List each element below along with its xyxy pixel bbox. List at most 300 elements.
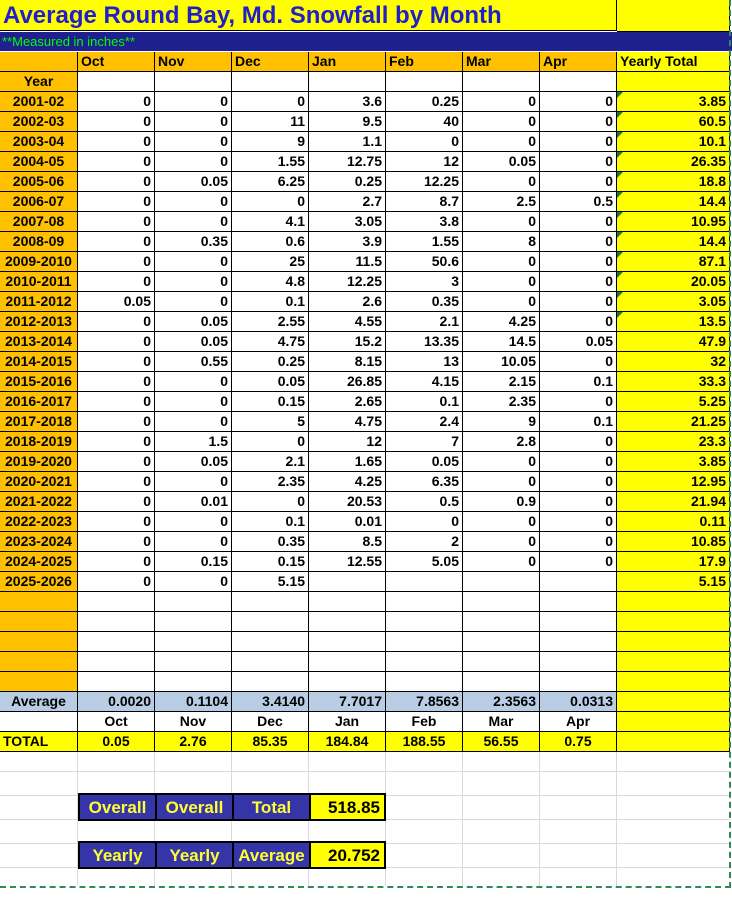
yearly-value[interactable]: 20.752 <box>309 841 386 869</box>
row-yearly-total[interactable]: 14.4 <box>617 192 730 212</box>
row-year[interactable]: 2001-02 <box>0 92 78 112</box>
blank-cell[interactable] <box>78 592 155 612</box>
snowfall-cell[interactable]: 0.1 <box>540 412 617 432</box>
snowfall-cell[interactable]: 8 <box>463 232 540 252</box>
snowfall-cell[interactable]: 2.55 <box>232 312 309 332</box>
blank-year-cell[interactable] <box>0 612 78 632</box>
row-yearly-total[interactable]: 5.15 <box>617 572 730 592</box>
snowfall-cell[interactable]: 50.6 <box>386 252 463 272</box>
header-month-nov[interactable]: Nov <box>155 52 232 72</box>
snowfall-cell[interactable]: 2.65 <box>309 392 386 412</box>
overall-label-0[interactable]: Overall <box>78 793 157 821</box>
snowfall-cell[interactable]: 0 <box>78 92 155 112</box>
row-yearly-total[interactable]: 60.5 <box>617 112 730 132</box>
snowfall-cell[interactable]: 12 <box>309 432 386 452</box>
snowfall-cell[interactable]: 0.35 <box>232 532 309 552</box>
row-year[interactable]: 2005-06 <box>0 172 78 192</box>
snowfall-cell[interactable]: 0.35 <box>386 292 463 312</box>
snowfall-cell[interactable]: 3.9 <box>309 232 386 252</box>
snowfall-cell[interactable]: 0.25 <box>232 352 309 372</box>
row-year[interactable]: 2020-2021 <box>0 472 78 492</box>
row-yearly-total[interactable]: 33.3 <box>617 372 730 392</box>
snowfall-cell[interactable]: 0 <box>540 512 617 532</box>
footer-month-label[interactable]: Mar <box>463 712 540 732</box>
snowfall-cell[interactable]: 0.9 <box>463 492 540 512</box>
snowfall-cell[interactable]: 0 <box>463 212 540 232</box>
blank-cell[interactable] <box>463 72 540 92</box>
row-yearly-total[interactable]: 20.05 <box>617 272 730 292</box>
snowfall-cell[interactable]: 0.1 <box>232 512 309 532</box>
snowfall-cell[interactable]: 2.15 <box>463 372 540 392</box>
snowfall-cell[interactable]: 13.35 <box>386 332 463 352</box>
average-cell[interactable]: 0.0020 <box>78 692 155 712</box>
snowfall-cell[interactable]: 0 <box>78 452 155 472</box>
row-year[interactable]: 2019-2020 <box>0 452 78 472</box>
snowfall-cell[interactable]: 0 <box>540 232 617 252</box>
row-year[interactable]: 2004-05 <box>0 152 78 172</box>
snowfall-cell[interactable]: 0.05 <box>78 292 155 312</box>
snowfall-cell[interactable]: 13 <box>386 352 463 372</box>
row-yearly-total[interactable]: 17.9 <box>617 552 730 572</box>
snowfall-cell[interactable]: 0 <box>155 152 232 172</box>
snowfall-cell[interactable]: 0 <box>232 92 309 112</box>
average-cell[interactable]: 0.0313 <box>540 692 617 712</box>
row-yearly-total[interactable]: 26.35 <box>617 152 730 172</box>
row-yearly-total[interactable]: 3.05 <box>617 292 730 312</box>
snowfall-cell[interactable]: 2.6 <box>309 292 386 312</box>
blank-cell[interactable] <box>540 652 617 672</box>
snowfall-cell[interactable]: 3.6 <box>309 92 386 112</box>
snowfall-cell[interactable]: 0 <box>463 172 540 192</box>
row-year[interactable]: 2009-2010 <box>0 252 78 272</box>
snowfall-cell[interactable]: 0.6 <box>232 232 309 252</box>
snowfall-cell[interactable]: 0.1 <box>232 292 309 312</box>
snowfall-cell[interactable]: 0 <box>540 552 617 572</box>
snowfall-cell[interactable]: 1.1 <box>309 132 386 152</box>
snowfall-cell[interactable]: 4.55 <box>309 312 386 332</box>
blank-cell[interactable] <box>309 72 386 92</box>
row-year[interactable]: 2003-04 <box>0 132 78 152</box>
snowfall-cell[interactable]: 0 <box>78 552 155 572</box>
snowfall-cell[interactable]: 3.8 <box>386 212 463 232</box>
snowfall-cell[interactable]: 0 <box>386 512 463 532</box>
snowfall-cell[interactable]: 0.05 <box>155 172 232 192</box>
snowfall-cell[interactable]: 40 <box>386 112 463 132</box>
title-right-cell[interactable] <box>617 0 730 32</box>
row-year[interactable]: 2017-2018 <box>0 412 78 432</box>
snowfall-cell[interactable]: 0 <box>463 112 540 132</box>
row-year[interactable]: 2021-2022 <box>0 492 78 512</box>
snowfall-cell[interactable]: 0 <box>540 172 617 192</box>
snowfall-cell[interactable]: 0 <box>155 572 232 592</box>
blank-cell[interactable] <box>155 632 232 652</box>
snowfall-cell[interactable]: 0 <box>540 432 617 452</box>
month-total-cell[interactable]: 0.75 <box>540 732 617 752</box>
snowfall-cell[interactable]: 0 <box>463 272 540 292</box>
snowfall-cell[interactable]: 25 <box>232 252 309 272</box>
snowfall-cell[interactable]: 0 <box>78 332 155 352</box>
snowfall-cell[interactable]: 0.05 <box>386 452 463 472</box>
blank-cell[interactable] <box>309 672 386 692</box>
blank-cell[interactable] <box>463 652 540 672</box>
snowfall-cell[interactable]: 0 <box>540 92 617 112</box>
total-blank-cell[interactable] <box>617 672 730 692</box>
blank-cell[interactable] <box>386 612 463 632</box>
yearly-label-1[interactable]: Yearly <box>155 841 234 869</box>
row-yearly-total[interactable]: 5.25 <box>617 392 730 412</box>
month-total-cell[interactable]: 56.55 <box>463 732 540 752</box>
snowfall-cell[interactable] <box>386 572 463 592</box>
snowfall-cell[interactable]: 0.15 <box>232 392 309 412</box>
snowfall-cell[interactable]: 12.75 <box>309 152 386 172</box>
snowfall-cell[interactable]: 0.05 <box>155 312 232 332</box>
snowfall-cell[interactable]: 0.1 <box>386 392 463 412</box>
snowfall-cell[interactable]: 8.7 <box>386 192 463 212</box>
snowfall-cell[interactable]: 1.5 <box>155 432 232 452</box>
total-blank-cell[interactable] <box>617 72 730 92</box>
total-blank-cell[interactable] <box>617 632 730 652</box>
blank-year-cell[interactable] <box>0 672 78 692</box>
snowfall-cell[interactable]: 0 <box>463 132 540 152</box>
row-yearly-total[interactable]: 32 <box>617 352 730 372</box>
snowfall-cell[interactable]: 0 <box>78 492 155 512</box>
header-month-mar[interactable]: Mar <box>463 52 540 72</box>
snowfall-cell[interactable]: 0 <box>540 352 617 372</box>
blank-cell[interactable] <box>78 632 155 652</box>
snowfall-cell[interactable] <box>463 572 540 592</box>
blank-cell[interactable] <box>232 612 309 632</box>
snowfall-cell[interactable]: 0.05 <box>155 332 232 352</box>
snowfall-cell[interactable]: 0 <box>155 392 232 412</box>
overall-value[interactable]: 518.85 <box>309 793 386 821</box>
snowfall-cell[interactable]: 14.5 <box>463 332 540 352</box>
snowfall-cell[interactable]: 1.55 <box>386 232 463 252</box>
snowfall-cell[interactable]: 9.5 <box>309 112 386 132</box>
snowfall-cell[interactable]: 0 <box>78 512 155 532</box>
snowfall-cell[interactable]: 0.05 <box>232 372 309 392</box>
row-yearly-total[interactable]: 21.25 <box>617 412 730 432</box>
snowfall-cell[interactable]: 0 <box>78 192 155 212</box>
snowfall-cell[interactable]: 0.05 <box>540 332 617 352</box>
snowfall-cell[interactable]: 0.5 <box>386 492 463 512</box>
blank-cell[interactable] <box>0 712 78 732</box>
snowfall-cell[interactable]: 0 <box>463 92 540 112</box>
snowfall-cell[interactable]: 0 <box>540 152 617 172</box>
snowfall-cell[interactable]: 0 <box>78 572 155 592</box>
header-corner-cell[interactable] <box>0 52 78 72</box>
snowfall-cell[interactable]: 9 <box>463 412 540 432</box>
row-year[interactable]: 2024-2025 <box>0 552 78 572</box>
row-year[interactable]: 2008-09 <box>0 232 78 252</box>
snowfall-cell[interactable]: 11 <box>232 112 309 132</box>
total-blank-cell[interactable] <box>617 712 730 732</box>
snowfall-cell[interactable]: 0 <box>155 512 232 532</box>
blank-cell[interactable] <box>155 592 232 612</box>
snowfall-cell[interactable]: 2.35 <box>463 392 540 412</box>
footer-month-label[interactable]: Jan <box>309 712 386 732</box>
row-yearly-total[interactable]: 3.85 <box>617 92 730 112</box>
row-year[interactable]: 2015-2016 <box>0 372 78 392</box>
blank-cell[interactable] <box>540 672 617 692</box>
overall-label-2[interactable]: Total <box>232 793 311 821</box>
blank-cell[interactable] <box>155 72 232 92</box>
row-year[interactable]: 2002-03 <box>0 112 78 132</box>
snowfall-cell[interactable] <box>309 572 386 592</box>
average-cell[interactable]: 2.3563 <box>463 692 540 712</box>
snowfall-cell[interactable]: 0 <box>78 412 155 432</box>
month-total-cell[interactable]: 184.84 <box>309 732 386 752</box>
row-yearly-total[interactable]: 14.4 <box>617 232 730 252</box>
row-yearly-total[interactable]: 18.8 <box>617 172 730 192</box>
snowfall-cell[interactable]: 0.25 <box>386 92 463 112</box>
blank-cell[interactable] <box>78 72 155 92</box>
row-yearly-total[interactable]: 10.95 <box>617 212 730 232</box>
snowfall-cell[interactable]: 8.5 <box>309 532 386 552</box>
blank-cell[interactable] <box>386 632 463 652</box>
blank-cell[interactable] <box>232 672 309 692</box>
snowfall-cell[interactable]: 0 <box>78 432 155 452</box>
blank-cell[interactable] <box>386 72 463 92</box>
yearly-label-2[interactable]: Average <box>232 841 311 869</box>
snowfall-cell[interactable]: 8.15 <box>309 352 386 372</box>
header-month-feb[interactable]: Feb <box>386 52 463 72</box>
snowfall-cell[interactable]: 12 <box>386 152 463 172</box>
average-label[interactable]: Average <box>0 692 78 712</box>
snowfall-cell[interactable]: 0 <box>78 392 155 412</box>
snowfall-cell[interactable]: 0.05 <box>463 152 540 172</box>
snowfall-cell[interactable]: 0 <box>540 452 617 472</box>
total-blank-cell[interactable] <box>617 652 730 672</box>
snowfall-cell[interactable]: 0 <box>540 392 617 412</box>
snowfall-cell[interactable]: 0 <box>463 252 540 272</box>
blank-year-cell[interactable] <box>0 652 78 672</box>
snowfall-cell[interactable]: 2.1 <box>232 452 309 472</box>
snowfall-cell[interactable]: 0 <box>155 212 232 232</box>
footer-month-label[interactable]: Dec <box>232 712 309 732</box>
snowfall-cell[interactable]: 2.5 <box>463 192 540 212</box>
snowfall-cell[interactable]: 0 <box>463 292 540 312</box>
snowfall-cell[interactable]: 0 <box>78 232 155 252</box>
snowfall-cell[interactable]: 0 <box>540 272 617 292</box>
snowfall-cell[interactable]: 0 <box>155 472 232 492</box>
snowfall-cell[interactable]: 0 <box>78 172 155 192</box>
snowfall-cell[interactable]: 0.25 <box>309 172 386 192</box>
snowfall-cell[interactable]: 0 <box>155 372 232 392</box>
blank-cell[interactable] <box>463 612 540 632</box>
snowfall-cell[interactable]: 11.5 <box>309 252 386 272</box>
header-yearly-total[interactable]: Yearly Total <box>617 52 730 72</box>
blank-cell[interactable] <box>463 632 540 652</box>
total-blank-cell[interactable] <box>617 612 730 632</box>
blank-cell[interactable] <box>309 632 386 652</box>
snowfall-cell[interactable]: 6.25 <box>232 172 309 192</box>
row-yearly-total[interactable]: 12.95 <box>617 472 730 492</box>
snowfall-cell[interactable]: 5.15 <box>232 572 309 592</box>
snowfall-cell[interactable]: 0.15 <box>155 552 232 572</box>
blank-cell[interactable] <box>155 672 232 692</box>
snowfall-cell[interactable]: 2.1 <box>386 312 463 332</box>
blank-cell[interactable] <box>309 612 386 632</box>
row-year[interactable]: 2011-2012 <box>0 292 78 312</box>
snowfall-cell[interactable]: 4.1 <box>232 212 309 232</box>
row-year[interactable]: 2025-2026 <box>0 572 78 592</box>
average-cell[interactable]: 7.7017 <box>309 692 386 712</box>
snowfall-cell[interactable]: 0 <box>540 252 617 272</box>
blank-cell[interactable] <box>232 652 309 672</box>
snowfall-cell[interactable]: 0 <box>78 352 155 372</box>
snowfall-cell[interactable]: 6.35 <box>386 472 463 492</box>
row-year[interactable]: 2013-2014 <box>0 332 78 352</box>
snowfall-cell[interactable]: 0 <box>540 292 617 312</box>
snowfall-cell[interactable]: 0 <box>155 412 232 432</box>
snowfall-cell[interactable]: 7 <box>386 432 463 452</box>
snowfall-cell[interactable]: 0 <box>155 132 232 152</box>
blank-cell[interactable] <box>386 592 463 612</box>
blank-cell[interactable] <box>386 652 463 672</box>
footer-month-label[interactable]: Nov <box>155 712 232 732</box>
blank-cell[interactable] <box>309 592 386 612</box>
snowfall-cell[interactable]: 2 <box>386 532 463 552</box>
snowfall-cell[interactable]: 0 <box>540 312 617 332</box>
row-yearly-total[interactable]: 10.85 <box>617 532 730 552</box>
snowfall-cell[interactable]: 0 <box>463 512 540 532</box>
snowfall-cell[interactable]: 0 <box>232 432 309 452</box>
snowfall-cell[interactable]: 0 <box>540 212 617 232</box>
month-total-cell[interactable]: 85.35 <box>232 732 309 752</box>
row-yearly-total[interactable]: 13.5 <box>617 312 730 332</box>
snowfall-cell[interactable]: 0 <box>540 532 617 552</box>
snowfall-cell[interactable]: 0 <box>78 112 155 132</box>
total-blank-cell[interactable] <box>617 592 730 612</box>
blank-cell[interactable] <box>155 612 232 632</box>
blank-year-cell[interactable] <box>0 632 78 652</box>
snowfall-cell[interactable]: 0 <box>78 152 155 172</box>
snowfall-cell[interactable]: 0 <box>155 272 232 292</box>
snowfall-cell[interactable]: 2.8 <box>463 432 540 452</box>
blank-cell[interactable] <box>540 612 617 632</box>
snowfall-cell[interactable]: 4.15 <box>386 372 463 392</box>
header-month-dec[interactable]: Dec <box>232 52 309 72</box>
blank-cell[interactable] <box>232 72 309 92</box>
blank-cell[interactable] <box>309 652 386 672</box>
row-yearly-total[interactable]: 3.85 <box>617 452 730 472</box>
snowfall-cell[interactable]: 4.25 <box>463 312 540 332</box>
snowfall-cell[interactable]: 4.8 <box>232 272 309 292</box>
total-blank-cell[interactable] <box>617 732 730 752</box>
snowfall-cell[interactable]: 0 <box>78 472 155 492</box>
snowfall-cell[interactable]: 0 <box>155 292 232 312</box>
snowfall-cell[interactable]: 0 <box>232 492 309 512</box>
blank-cell[interactable] <box>463 672 540 692</box>
row-yearly-total[interactable]: 21.94 <box>617 492 730 512</box>
header-month-apr[interactable]: Apr <box>540 52 617 72</box>
snowfall-cell[interactable]: 4.75 <box>309 412 386 432</box>
blank-cell[interactable] <box>540 72 617 92</box>
snowfall-cell[interactable]: 20.53 <box>309 492 386 512</box>
total-label[interactable]: TOTAL <box>0 732 78 752</box>
blank-cell[interactable] <box>232 592 309 612</box>
header-month-jan[interactable]: Jan <box>309 52 386 72</box>
blank-cell[interactable] <box>540 632 617 652</box>
blank-cell[interactable] <box>78 652 155 672</box>
snowfall-cell[interactable]: 26.85 <box>309 372 386 392</box>
row-yearly-total[interactable]: 10.1 <box>617 132 730 152</box>
snowfall-cell[interactable]: 0 <box>78 212 155 232</box>
row-year[interactable]: 2007-08 <box>0 212 78 232</box>
row-year[interactable]: 2023-2024 <box>0 532 78 552</box>
snowfall-cell[interactable]: 0.01 <box>155 492 232 512</box>
snowfall-cell[interactable]: 3.05 <box>309 212 386 232</box>
average-cell[interactable]: 0.1104 <box>155 692 232 712</box>
row-yearly-total[interactable]: 23.3 <box>617 432 730 452</box>
snowfall-cell[interactable]: 0 <box>463 532 540 552</box>
blank-cell[interactable] <box>232 632 309 652</box>
snowfall-cell[interactable]: 2.35 <box>232 472 309 492</box>
snowfall-cell[interactable]: 0.5 <box>540 192 617 212</box>
snowfall-cell[interactable]: 0 <box>78 312 155 332</box>
row-yearly-total[interactable]: 87.1 <box>617 252 730 272</box>
row-yearly-total[interactable]: 0.11 <box>617 512 730 532</box>
snowfall-cell[interactable]: 0 <box>78 272 155 292</box>
month-total-cell[interactable]: 2.76 <box>155 732 232 752</box>
snowfall-cell[interactable]: 0 <box>155 192 232 212</box>
snowfall-cell[interactable]: 0 <box>463 552 540 572</box>
snowfall-cell[interactable]: 0 <box>463 452 540 472</box>
snowfall-cell[interactable]: 0 <box>78 252 155 272</box>
snowfall-cell[interactable]: 0 <box>232 192 309 212</box>
header-month-oct[interactable]: Oct <box>78 52 155 72</box>
snowfall-cell[interactable]: 10.05 <box>463 352 540 372</box>
snowfall-cell[interactable]: 0.05 <box>155 452 232 472</box>
blank-cell[interactable] <box>78 672 155 692</box>
average-cell[interactable]: 3.4140 <box>232 692 309 712</box>
snowfall-cell[interactable] <box>540 572 617 592</box>
snowfall-cell[interactable]: 0 <box>155 532 232 552</box>
blank-cell[interactable] <box>155 652 232 672</box>
snowfall-cell[interactable]: 0 <box>386 132 463 152</box>
snowfall-cell[interactable]: 4.25 <box>309 472 386 492</box>
row-year[interactable]: 2016-2017 <box>0 392 78 412</box>
snowfall-cell[interactable]: 2.4 <box>386 412 463 432</box>
blank-cell[interactable] <box>78 612 155 632</box>
snowfall-cell[interactable]: 12.25 <box>309 272 386 292</box>
snowfall-cell[interactable]: 0 <box>463 472 540 492</box>
snowfall-cell[interactable]: 1.55 <box>232 152 309 172</box>
snowfall-cell[interactable]: 0.55 <box>155 352 232 372</box>
blank-cell[interactable] <box>386 672 463 692</box>
snowfall-cell[interactable]: 0 <box>155 112 232 132</box>
blank-cell[interactable] <box>540 592 617 612</box>
snowfall-cell[interactable]: 3 <box>386 272 463 292</box>
row-year[interactable]: 2006-07 <box>0 192 78 212</box>
snowfall-cell[interactable]: 2.7 <box>309 192 386 212</box>
snowfall-cell[interactable]: 0 <box>540 472 617 492</box>
snowfall-cell[interactable]: 0.01 <box>309 512 386 532</box>
snowfall-cell[interactable]: 5.05 <box>386 552 463 572</box>
month-total-cell[interactable]: 0.05 <box>78 732 155 752</box>
snowfall-cell[interactable]: 0 <box>78 132 155 152</box>
row-yearly-total[interactable]: 47.9 <box>617 332 730 352</box>
yearly-label-0[interactable]: Yearly <box>78 841 157 869</box>
snowfall-cell[interactable]: 0 <box>78 372 155 392</box>
year-column-label[interactable]: Year <box>0 72 78 92</box>
snowfall-cell[interactable]: 9 <box>232 132 309 152</box>
blank-cell[interactable] <box>463 592 540 612</box>
snowfall-cell[interactable]: 15.2 <box>309 332 386 352</box>
snowfall-cell[interactable]: 4.75 <box>232 332 309 352</box>
snowfall-cell[interactable]: 0.1 <box>540 372 617 392</box>
snowfall-cell[interactable]: 0 <box>540 112 617 132</box>
